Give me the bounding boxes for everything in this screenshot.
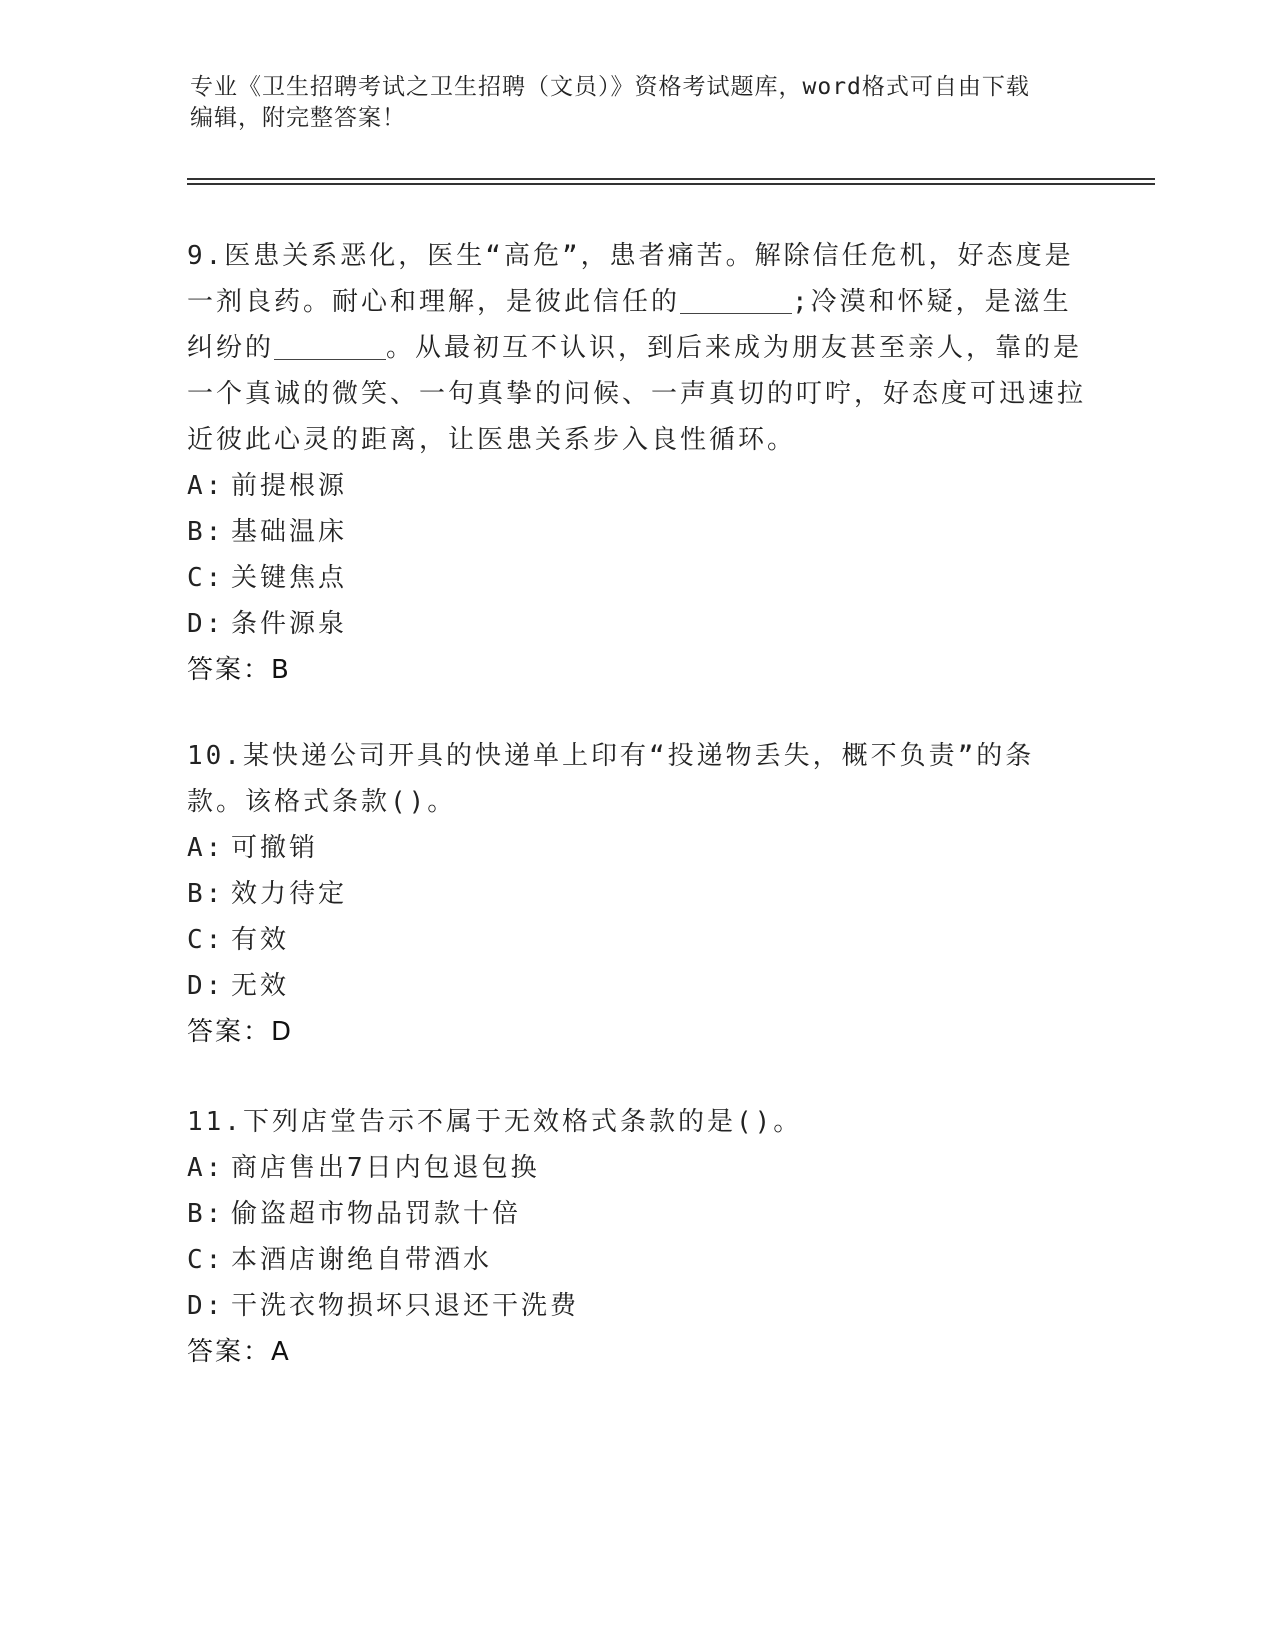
- option-text: 无效: [231, 971, 290, 1001]
- option-a: [187, 1145, 1087, 1191]
- option-d: [187, 1283, 1087, 1329]
- option-d: [187, 963, 1087, 1009]
- header-line-1: 专业《卫生招聘考试之卫生招聘（文员）》资格考试题库，word格式可自由下载: [190, 74, 1030, 100]
- option-text: 效力待定: [231, 879, 348, 909]
- option-letter: A:: [187, 1153, 225, 1183]
- option-letter: B:: [187, 879, 225, 909]
- header-line-2: 编辑，附完整答案！: [190, 105, 406, 131]
- fill-in-blank: [274, 333, 386, 360]
- question-10: [187, 733, 1087, 1055]
- option-letter: C:: [187, 563, 225, 593]
- header-divider-top: [187, 178, 1155, 180]
- fill-in-blank: [680, 287, 792, 314]
- option-letter: A:: [187, 833, 225, 863]
- option-text: 基础温床: [231, 517, 348, 547]
- option-text: 前提根源: [231, 471, 348, 501]
- header-divider-bottom: [187, 183, 1155, 185]
- option-letter: C:: [187, 925, 225, 955]
- option-text: 可撤销: [231, 833, 319, 863]
- option-text: 偷盗超市物品罚款十倍: [231, 1199, 522, 1229]
- option-text: 本酒店谢绝自带酒水: [231, 1245, 493, 1275]
- option-letter: B:: [187, 517, 225, 547]
- question-11: [187, 1099, 1087, 1375]
- option-c: [187, 555, 1087, 601]
- option-d: [187, 601, 1087, 647]
- option-letter: D:: [187, 971, 225, 1001]
- option-b: [187, 1191, 1087, 1237]
- answer-label: 答案：A: [187, 1337, 291, 1367]
- question-stem: [187, 233, 1087, 463]
- option-text: 关键焦点: [231, 563, 348, 593]
- question-stem: 11.下列店堂告示不属于无效格式条款的是()。: [187, 1107, 803, 1137]
- option-b: [187, 509, 1087, 555]
- option-text: 条件源泉: [231, 609, 348, 639]
- document-header: [190, 72, 1090, 134]
- option-c: [187, 1237, 1087, 1283]
- answer-label: 答案：B: [187, 655, 291, 685]
- option-a: [187, 463, 1087, 509]
- question-stem: 10.某快递公司开具的快递单上印有“投递物丢失，概不负责”的条款。该格式条款()。: [187, 741, 1035, 817]
- option-c: [187, 917, 1087, 963]
- option-letter: B:: [187, 1199, 225, 1229]
- question-9: [187, 233, 1087, 693]
- option-letter: C:: [187, 1245, 225, 1275]
- answer-label: 答案：D: [187, 1017, 294, 1047]
- option-letter: D:: [187, 1291, 225, 1321]
- option-letter: A:: [187, 471, 225, 501]
- stem-part-3: 。从最初互不认识，到后来成为朋友甚至亲人，靠的是一个真诚的微笑、一句真挚的问候、一声真切的叮咛，好态度可迅速拉近彼此心灵的距离，让医患关系步入良性循环。: [187, 333, 1087, 455]
- option-text: 有效: [231, 925, 290, 955]
- option-a: [187, 825, 1087, 871]
- option-b: [187, 871, 1087, 917]
- option-text: 商店售出7日内包退包换: [231, 1153, 540, 1183]
- option-letter: D:: [187, 609, 225, 639]
- stem-part-1: 9.医患关系恶化，医生“高危”，患者痛苦。解除信任危机，好态度是一剂良药。耐心和理解，是彼此信任的: [187, 241, 1074, 317]
- option-text: 干洗衣物损坏只退还干洗费: [231, 1291, 580, 1321]
- stem-part-2: ;冷漠和怀疑，是滋生纠纷的: [187, 287, 1072, 363]
